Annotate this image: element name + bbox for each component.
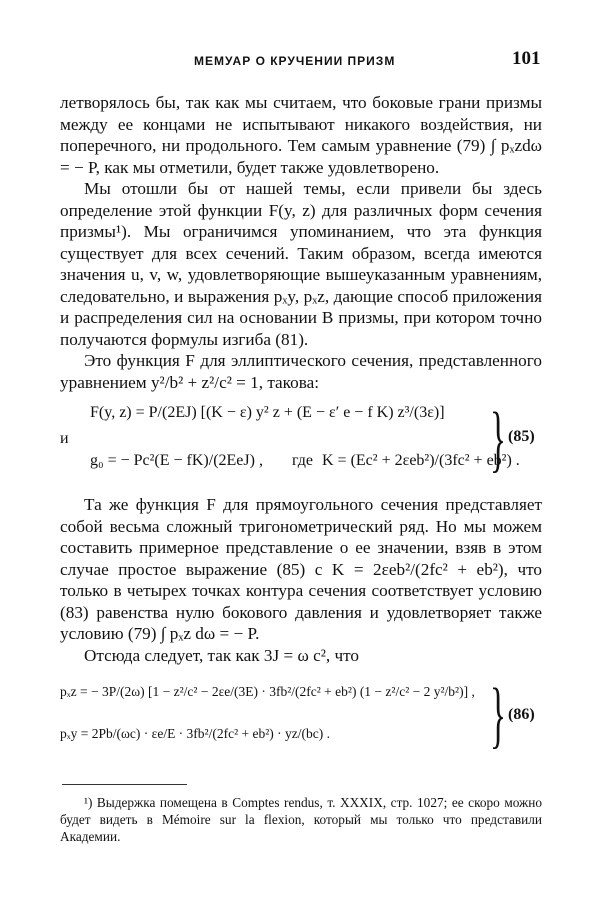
paragraph-2: Мы отошли бы от нашей темы, если привели бы здесь определение этой функции F(y, z) для различных форм сечения призмы¹). Мы ограничимся упоминанием, что эта функция существует для всех сечений. Таким образом, всегда имеются значения u, v, w, удовлетворяющие вышеуказанным уравнениям, следовательно, и выражения pₓy, pₓz, дающие способ приложения и распределения сил на основании B призмы, при котором точно получаются формулы изгиба (81). (60, 179, 542, 349)
paragraph-3: Это функция F для эллиптического сечения, представленного уравнением y²/b² + z²/c² = 1, такова: (60, 351, 542, 392)
equation-85-conjunction: и (60, 430, 69, 447)
equation-number-86: (86) (508, 706, 535, 723)
equation-86-line-1: pₓz = − 3P/(2ω) [1 − z²/c² − 2εe/(3E) · 3fb²/(2fc² + eb²) (1 − z²/c² − 2 y²/b²)] , (60, 684, 475, 699)
equation-86 (60, 676, 542, 758)
paragraph-5: Отсюда следует, так как 3J = ω c², что (84, 645, 359, 665)
footnote-text: ¹) Выдержка помещена в Comptes rendus, т. XXXIX, стр. 1027; ее скоро можно будет видеть в Mémoire sur la flexion, который мы только что представили Академии. (60, 795, 542, 844)
body-text (60, 92, 542, 393)
equation-85-line-3: K = (Ec² + 2εeb²)/(3fc² + eb²) . (322, 452, 520, 469)
paragraph-1: летворялось бы, так как мы считаем, что боковые грани призмы между ее концами не испытывают никакого воздействия, ни поперечного, ни продольного. Тем самым уравнение (79) ∫ pₓzdω = − P, как мы отметили, будет также удовлетворено. (60, 93, 542, 177)
page-number: 101 (512, 48, 541, 69)
equation-number-85: (85) (508, 428, 535, 445)
paragraph-4: Та же функция F для прямоугольного сечения представляет собой весьма сложный тригонометрический ряд. Но мы можем составить примерное представление о ее значении, взяв в этом случае простое выражение (85) с K = 2εeb²/(2fc² + eb²), что только в четырех точках контура сечения соответствует условию (83) равенства нулю бокового давления и удовлетворяет также условию (79) ∫ pₓz dω = − P. (60, 495, 542, 643)
running-title: МЕМУАР О КРУЧЕНИИ ПРИЗМ (194, 54, 396, 68)
right-brace-85: } (490, 398, 506, 480)
footnote (60, 794, 542, 845)
equation-85-line-2: g₀ = − Pc²(E − fK)/(2EeJ) , (90, 452, 263, 469)
footnote-rule (62, 784, 187, 785)
body-text-2 (60, 494, 542, 666)
equation-85 (60, 400, 542, 482)
right-brace-86: } (490, 674, 506, 756)
equation-85-where: где (292, 452, 314, 469)
equation-85-line-1: F(y, z) = P/(2EJ) [(K − ε) y² z + (E − ε′ e − f K) z³/(3ε)] (90, 404, 445, 421)
equation-86-line-2: pₓy = 2Pb/(ωc) · εe/E · 3fb²/(2fc² + eb²) · yz/(bc) . (60, 726, 330, 741)
